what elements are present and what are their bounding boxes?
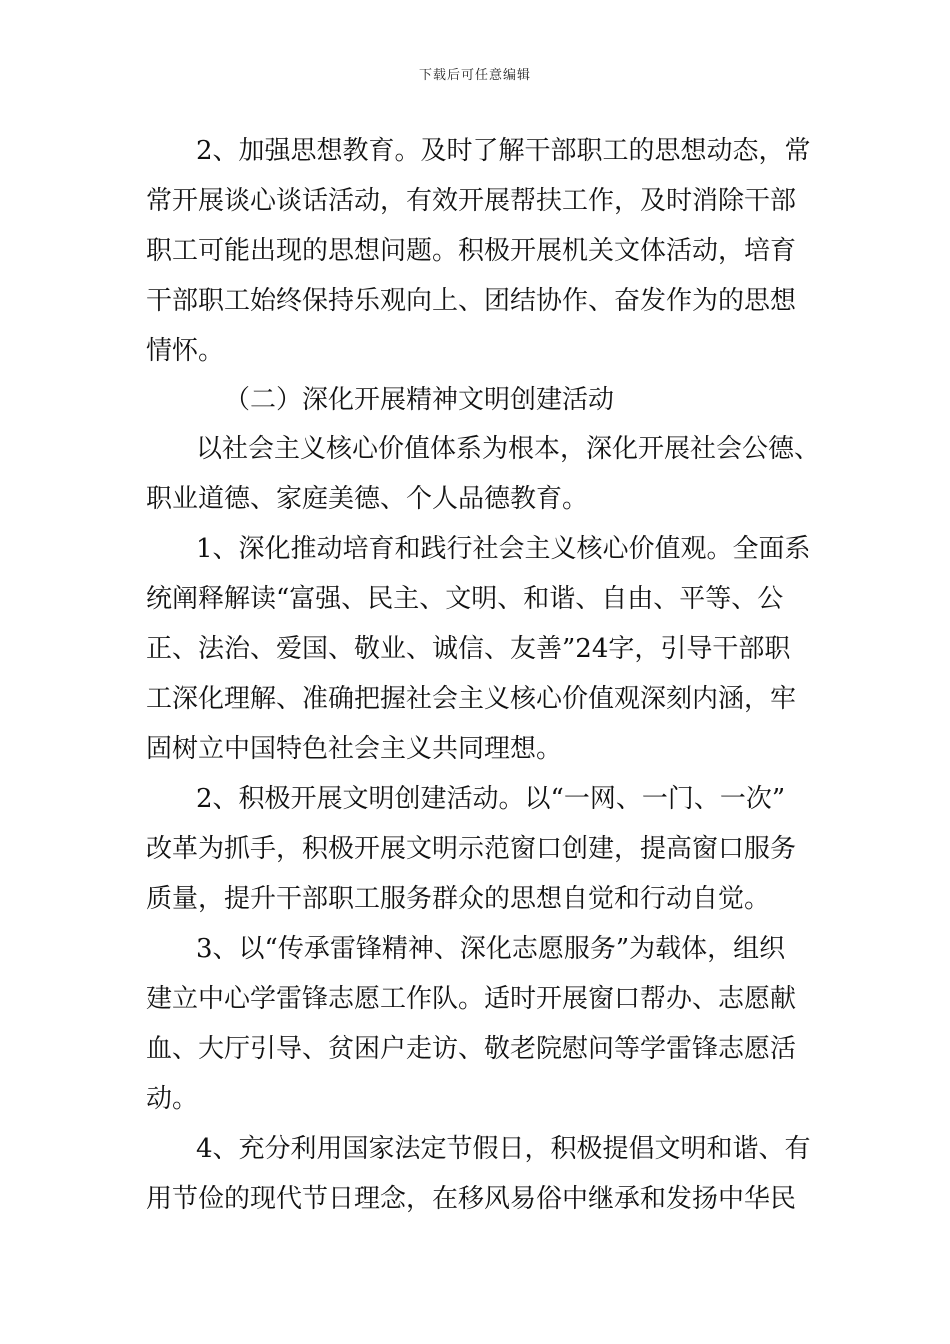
paragraph-line: 统阐释解读“富强、民主、文明、和谐、自由、平等、公 (146, 584, 784, 614)
paragraph-line: 用节俭的现代节日理念，在移风易俗中继承和发扬中华民 (146, 1184, 797, 1214)
paragraph-line: 动。 (146, 1084, 199, 1114)
paragraph-line: 2、加强思想教育。及时了解干部职工的思想动态，常 (196, 136, 811, 166)
paragraph-line: 4、充分利用国家法定节假日，积极提倡文明和谐、有 (196, 1134, 811, 1164)
paragraph-line: 改革为抓手，积极开展文明示范窗口创建，提高窗口服务 (146, 834, 797, 864)
paragraph-line: 3、以“传承雷锋精神、深化志愿服务”为载体，组织 (196, 934, 786, 964)
paragraph-line: 正、法治、爱国、敬业、诚信、友善”24字，引导干部职 (146, 634, 791, 664)
paragraph-line: 2、积极开展文明创建活动。以“一网、一门、一次” (196, 784, 786, 814)
paragraph-line: 职工可能出现的思想问题。积极开展机关文体活动，培育 (146, 236, 797, 266)
paragraph-line: 1、深化推动培育和践行社会主义核心价值观。全面系 (196, 534, 811, 564)
paragraph-line: 血、大厅引导、贫困户走访、敬老院慰问等学雷锋志愿活 (146, 1034, 797, 1064)
paragraph-line: 工深化理解、准确把握社会主义核心价值观深刻内涵，牢 (146, 684, 797, 714)
paragraph-line: 职业道德、家庭美德、个人品德教育。 (146, 484, 589, 514)
section-heading: （二）深化开展精神文明创建活动 (224, 385, 615, 415)
paragraph-line: 情怀。 (146, 336, 225, 366)
page-header: 下载后可任意编辑 (418, 68, 531, 83)
paragraph-line: 常开展谈心谈话活动，有效开展帮扶工作，及时消除干部 (146, 186, 797, 216)
paragraph-line: 干部职工始终保持乐观向上、团结协作、奋发作为的思想 (146, 286, 797, 316)
paragraph-line: 建立中心学雷锋志愿工作队。适时开展窗口帮办、志愿献 (146, 984, 797, 1014)
paragraph-line: 以社会主义核心价值体系为根本，深化开展社会公德、 (196, 434, 821, 464)
paragraph-line: 质量，提升干部职工服务群众的思想自觉和行动自觉。 (146, 884, 771, 914)
document-body (146, 126, 821, 1224)
paragraph-line: 固树立中国特色社会主义共同理想。 (146, 734, 563, 764)
